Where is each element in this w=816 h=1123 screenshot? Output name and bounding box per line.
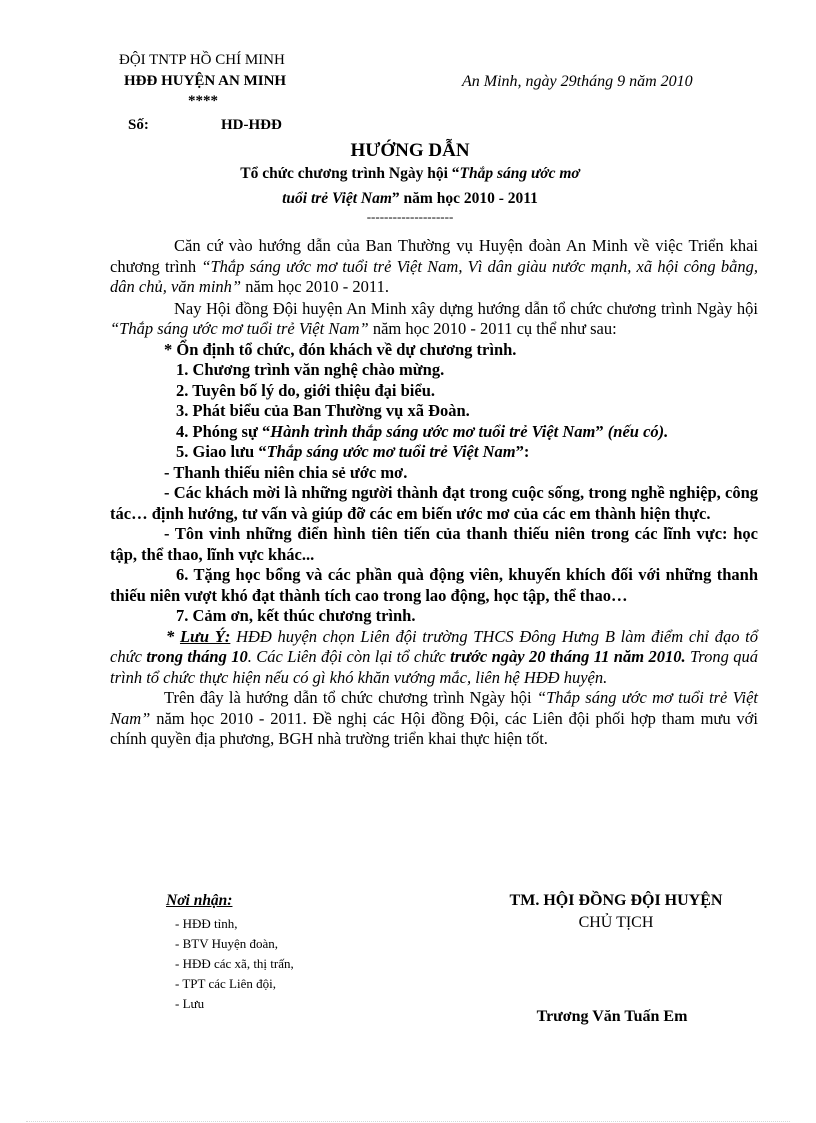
org-name-line2: HĐĐ HUYỆN AN MINH: [124, 73, 287, 89]
signer-name: Trương Văn Tuấn Em: [536, 1008, 688, 1025]
recipient-item: - TPT các Liên đội,: [175, 976, 276, 991]
subtitle-theme-part2: tuổi trẻ Việt Nam: [282, 190, 392, 207]
recipients-heading: Nơi nhận:: [166, 892, 233, 909]
document-body: [110, 236, 758, 750]
agenda-item-1: 1. Chương trình văn nghệ chào mừng.: [176, 360, 445, 379]
note-label: Lưu Ý:: [179, 626, 231, 646]
paragraph-intro: Nay Hội đồng Đội huyện An Minh xây dựng hướng dẫn tổ chức chương trình Ngày hội “Thắp sáng ước mơ tuổi trẻ Việt Nam” năm học 2010 - 2011 cụ thể như sau:: [110, 298, 758, 338]
recipient-item: - Lưu: [175, 996, 205, 1011]
header-stars: ****: [188, 93, 218, 109]
title-divider: --------------------: [366, 209, 454, 224]
agenda-item-3: 3. Phát biểu của Ban Thường vụ xã Đoàn.: [176, 401, 470, 420]
subtitle-prefix: Tổ chức chương trình Ngày hội “: [240, 165, 460, 182]
subtitle-suffix: ” năm học 2010 - 2011: [391, 190, 538, 207]
note-paragraph: * Lưu Ý: HĐĐ huyện chọn Liên đội trường THCS Đông Hưng B làm điểm chỉ đạo tổ chức trong tháng 10. Các Liên đội còn lại tổ chức trước ngày 20 tháng 11 năm 2010. Trong quá trình tổ chức thực hiện nếu có gì khó khăn vướng mắc, liên hệ HĐĐ huyện.: [110, 626, 759, 687]
doc-number-label: Số:: [128, 117, 149, 133]
agenda-item-5: 5. Giao lưu “Thắp sáng ước mơ tuổi trẻ Việt Nam”:: [176, 442, 530, 461]
agenda-item-7: 7. Cảm ơn, kết thúc chương trình.: [176, 606, 416, 625]
signature-org: TM. HỘI ĐỒNG ĐỘI HUYỆN: [509, 892, 723, 909]
org-name-line1: ĐỘI TNTP HỒ CHÍ MINH: [119, 52, 285, 68]
exchange-point-1: - Thanh thiếu niên chia sẻ ước mơ.: [164, 462, 408, 482]
paragraph-basis: Căn cứ vào hướng dẫn của Ban Thường vụ Huyện đoàn An Minh về việc Triển khai chương trình “Thắp sáng ước mơ tuổi trẻ Việt Nam, Vì dân giàu nước mạnh, xã hội công bằng, dân chủ, văn minh” năm học 2010 - 2011.: [110, 236, 759, 296]
doc-subtitle-line1: [160, 165, 660, 183]
agenda-item-2: 2. Tuyên bố lý do, giới thiệu đại biểu.: [176, 380, 436, 400]
exchange-point-2: - Các khách mời là những người thành đạt trong cuộc sống, trong nghề nghiệp, công tác… định hướng, tư vấn và giúp đỡ các em biến ước mơ của các em thành hiện thực.: [110, 483, 758, 523]
doc-number-value: HD-HĐĐ: [221, 117, 282, 133]
doc-title: HƯỚNG DẪN: [350, 140, 470, 161]
agenda-item-6: 6. Tặng học bổng và các phần quà động viên, khuyến khích đối với những thanh thiếu niên vượt khó đạt thành tích cao trong lao động, học tập, thể thao…: [110, 565, 758, 605]
doc-subtitle-line2: [160, 190, 660, 208]
closing-paragraph: Trên đây là hướng dẫn tổ chức chương trình Ngày hội “Thắp sáng ước mơ tuổi trẻ Việt Nam” năm học 2010 - 2011. Đề nghị các Hội đồng Đội, các Liên đội phối hợp tham mưu với chính quyền địa phương, BGH nhà trường triển khai thực hiện tốt.: [110, 688, 758, 748]
agenda-item-4: 4. Phóng sự “Hành trình thắp sáng ước mơ tuổi trẻ Việt Nam” (nếu có).: [176, 421, 669, 441]
place-date: An Minh, ngày 29tháng 9 năm 2010: [462, 73, 693, 90]
recipient-item: - HĐĐ các xã, thị trấn,: [175, 956, 294, 971]
signature-role: CHỦ TỊCH: [578, 914, 654, 931]
agenda-star-item: * Ổn định tổ chức, đón khách về dự chương trình.: [164, 339, 517, 359]
recipient-item: - HĐĐ tỉnh,: [175, 916, 238, 931]
subtitle-theme-part1: Thắp sáng ước mơ: [459, 165, 580, 182]
recipient-item: - BTV Huyện đoàn,: [175, 936, 279, 951]
exchange-point-3: - Tôn vinh những điển hình tiên tiến của thanh thiếu niên trong các lĩnh vực: học tập, thể thao, lĩnh vực khác...: [110, 524, 758, 564]
recipients-list: [175, 914, 294, 1014]
page-bottom-divider: [26, 1121, 790, 1122]
